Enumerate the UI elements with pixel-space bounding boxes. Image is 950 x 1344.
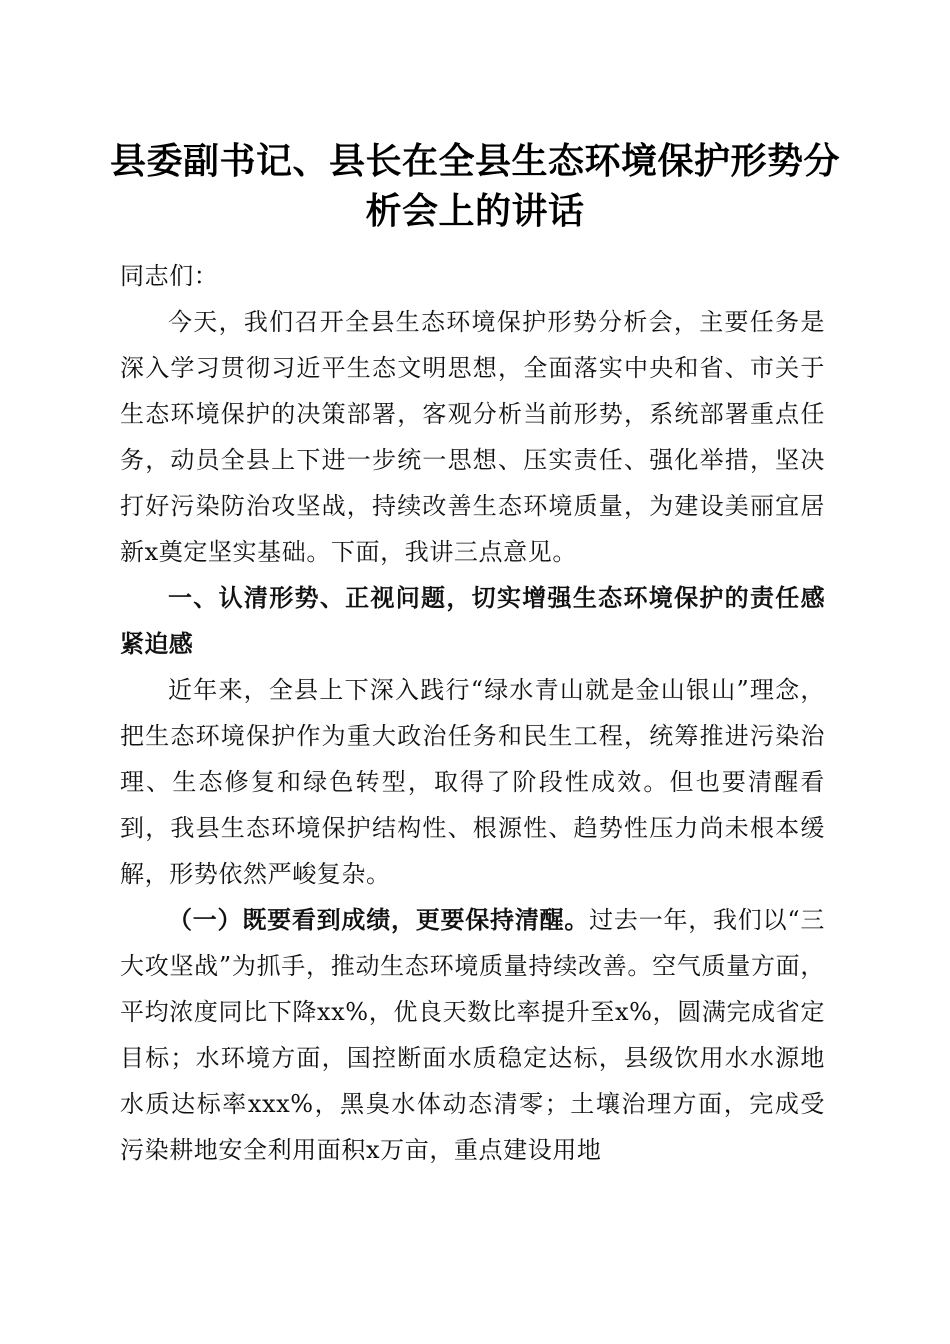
intro-paragraph: 今天，我们召开全县生态环境保护形势分析会，主要任务是深入学习贯彻习近平生态文明思想，全面落实中央和省、市关于生态环境保护的决策部署，客观分析当前形势，系统部署重点任务，动员全县上下进一步统一思想、压实责任、强化举措，坚决打好污染防治攻坚战，持续改善生态环境质量，为建设美丽宜居新x奠定坚实基础。下面，我讲三点意见。 <box>120 308 825 566</box>
document-body <box>120 253 825 1173</box>
title-line-2: 析会上的讲话 <box>365 191 585 232</box>
subsection-1-paragraph <box>120 897 825 1173</box>
subsection-1-text: 过去一年，我们以“三大攻坚战”为抓手，推动生态环境质量持续改善。空气质量方面，平均浓度同比下降xx%，优良天数比率提升至x%，圆满完成省定目标；水环境方面，国控断面水质稳定达标，县级饮用水水源地水质达标率xxx%，黑臭水体动态清零；土壤治理方面，完成受污染耕地安全利用面积x万亩，重点建设用地 <box>120 906 825 1164</box>
title-line-1: 县委副书记、县长在全县生态环境保护形势分 <box>110 141 841 182</box>
salutation: 同志们： <box>120 262 219 290</box>
section-1-heading: 一、认清形势、正视问题，切实增强生态环境保护的责任感紧迫感 <box>120 584 825 658</box>
section-1-paragraph: 近年来，全县上下深入践行“绿水青山就是金山银山”理念，把生态环境保护作为重大政治任务和民生工程，统筹推进污染治理、生态修复和绿色转型，取得了阶段性成效。但也要清醒看到，我县生态环境保护结构性、根源性、趋势性压力尚未根本缓解，形势依然严峻复杂。 <box>120 676 825 888</box>
subsection-1-lead: （一）既要看到成绩，更要保持清醒。 <box>168 905 590 934</box>
page-title <box>110 137 840 237</box>
